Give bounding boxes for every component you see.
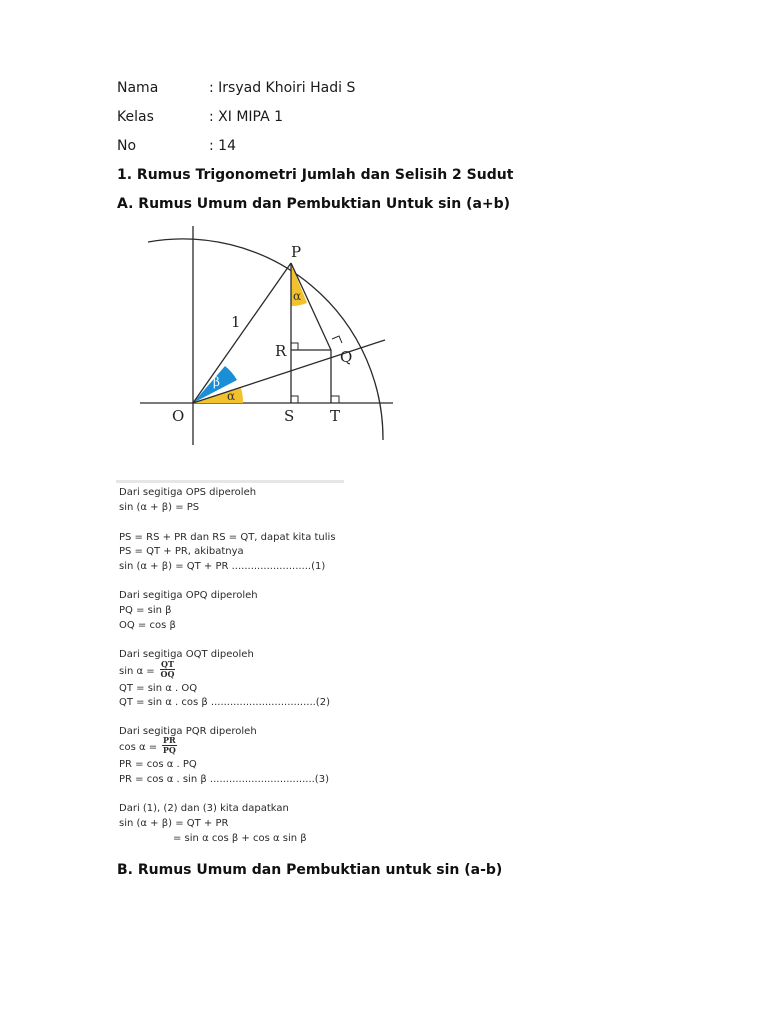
proof-line: Dari segitiga OPS diperoleh bbox=[119, 487, 257, 498]
section-heading-b: B. Rumus Umum dan Pembuktian untuk sin (a-b) bbox=[117, 862, 503, 878]
right-angle-q bbox=[332, 336, 342, 343]
proof-line: sin (α + β) = PS bbox=[119, 502, 200, 513]
proof-block bbox=[116, 480, 344, 850]
fraction-numerator: PR bbox=[163, 735, 176, 745]
right-angle-r bbox=[291, 343, 298, 350]
proof-line: QT = sin α . OQ bbox=[119, 683, 198, 694]
nama-value: : Irsyad Khoiri Hadi S bbox=[209, 80, 356, 96]
proof-line: PR = cos α . PQ bbox=[119, 759, 197, 770]
section-heading-a: A. Rumus Umum dan Pembuktian Untuk sin (a+b) bbox=[117, 196, 511, 212]
proof-line: Dari segitiga OQT dipeoleh bbox=[119, 649, 254, 660]
kelas-label: Kelas bbox=[117, 109, 154, 125]
proof-line: PS = RS + PR dan RS = QT, dapat kita tulis bbox=[119, 532, 336, 543]
fraction-pr-pq bbox=[162, 736, 177, 755]
kelas-row bbox=[117, 109, 284, 125]
proof-line: Dari segitiga PQR diperoleh bbox=[119, 726, 257, 737]
label-s: S bbox=[284, 407, 295, 425]
kelas-value: : XI MIPA 1 bbox=[209, 109, 284, 125]
nama-label: Nama bbox=[117, 80, 159, 96]
line-pq bbox=[291, 263, 331, 350]
label-one: 1 bbox=[231, 313, 241, 331]
proof-line: Dari (1), (2) dan (3) kita dapatkan bbox=[119, 803, 289, 814]
proof-line: PS = QT + PR, akibatnya bbox=[119, 546, 244, 557]
fraction-denominator: PQ bbox=[162, 745, 176, 755]
proof-line: Dari segitiga OPQ diperoleh bbox=[119, 590, 258, 601]
no-row bbox=[117, 138, 236, 154]
unit-circle-diagram bbox=[140, 226, 400, 448]
right-angle-s bbox=[291, 396, 298, 403]
label-r: R bbox=[275, 342, 287, 360]
proof-line: PR = cos α . sin β .................................(3) bbox=[119, 774, 329, 785]
proof-line: OQ = cos β bbox=[119, 620, 176, 631]
fraction-denominator: OQ bbox=[160, 669, 175, 679]
label-beta: β bbox=[213, 375, 220, 389]
label-alpha-p: α bbox=[293, 289, 302, 303]
label-p: P bbox=[291, 243, 302, 261]
fraction-numerator: QT bbox=[161, 659, 174, 669]
proof-line: = sin α cos β + cos α sin β bbox=[173, 833, 307, 844]
label-t: T bbox=[330, 407, 341, 425]
proof-line: QT = sin α . cos β .................................(2) bbox=[119, 697, 330, 708]
label-o: O bbox=[172, 407, 185, 425]
line-op bbox=[193, 263, 291, 403]
section-heading-1: 1. Rumus Trigonometri Jumlah dan Selisih 2 Sudut bbox=[117, 167, 514, 183]
proof-top-bar bbox=[116, 480, 344, 483]
nama-row bbox=[117, 80, 356, 96]
label-q: Q bbox=[340, 348, 353, 366]
no-value: : 14 bbox=[209, 138, 236, 154]
proof-line: sin α = bbox=[119, 666, 155, 677]
label-alpha-o: α bbox=[227, 389, 236, 403]
proof-line: sin (α + β) = QT + PR bbox=[119, 818, 229, 829]
proof-line: cos α = bbox=[119, 742, 158, 753]
right-angle-t bbox=[331, 396, 339, 403]
proof-line: PQ = sin β bbox=[119, 605, 172, 616]
proof-line: sin (α + β) = QT + PR .........................(1) bbox=[119, 561, 326, 572]
no-label: No bbox=[117, 138, 137, 154]
fraction-qt-oq bbox=[160, 660, 175, 679]
